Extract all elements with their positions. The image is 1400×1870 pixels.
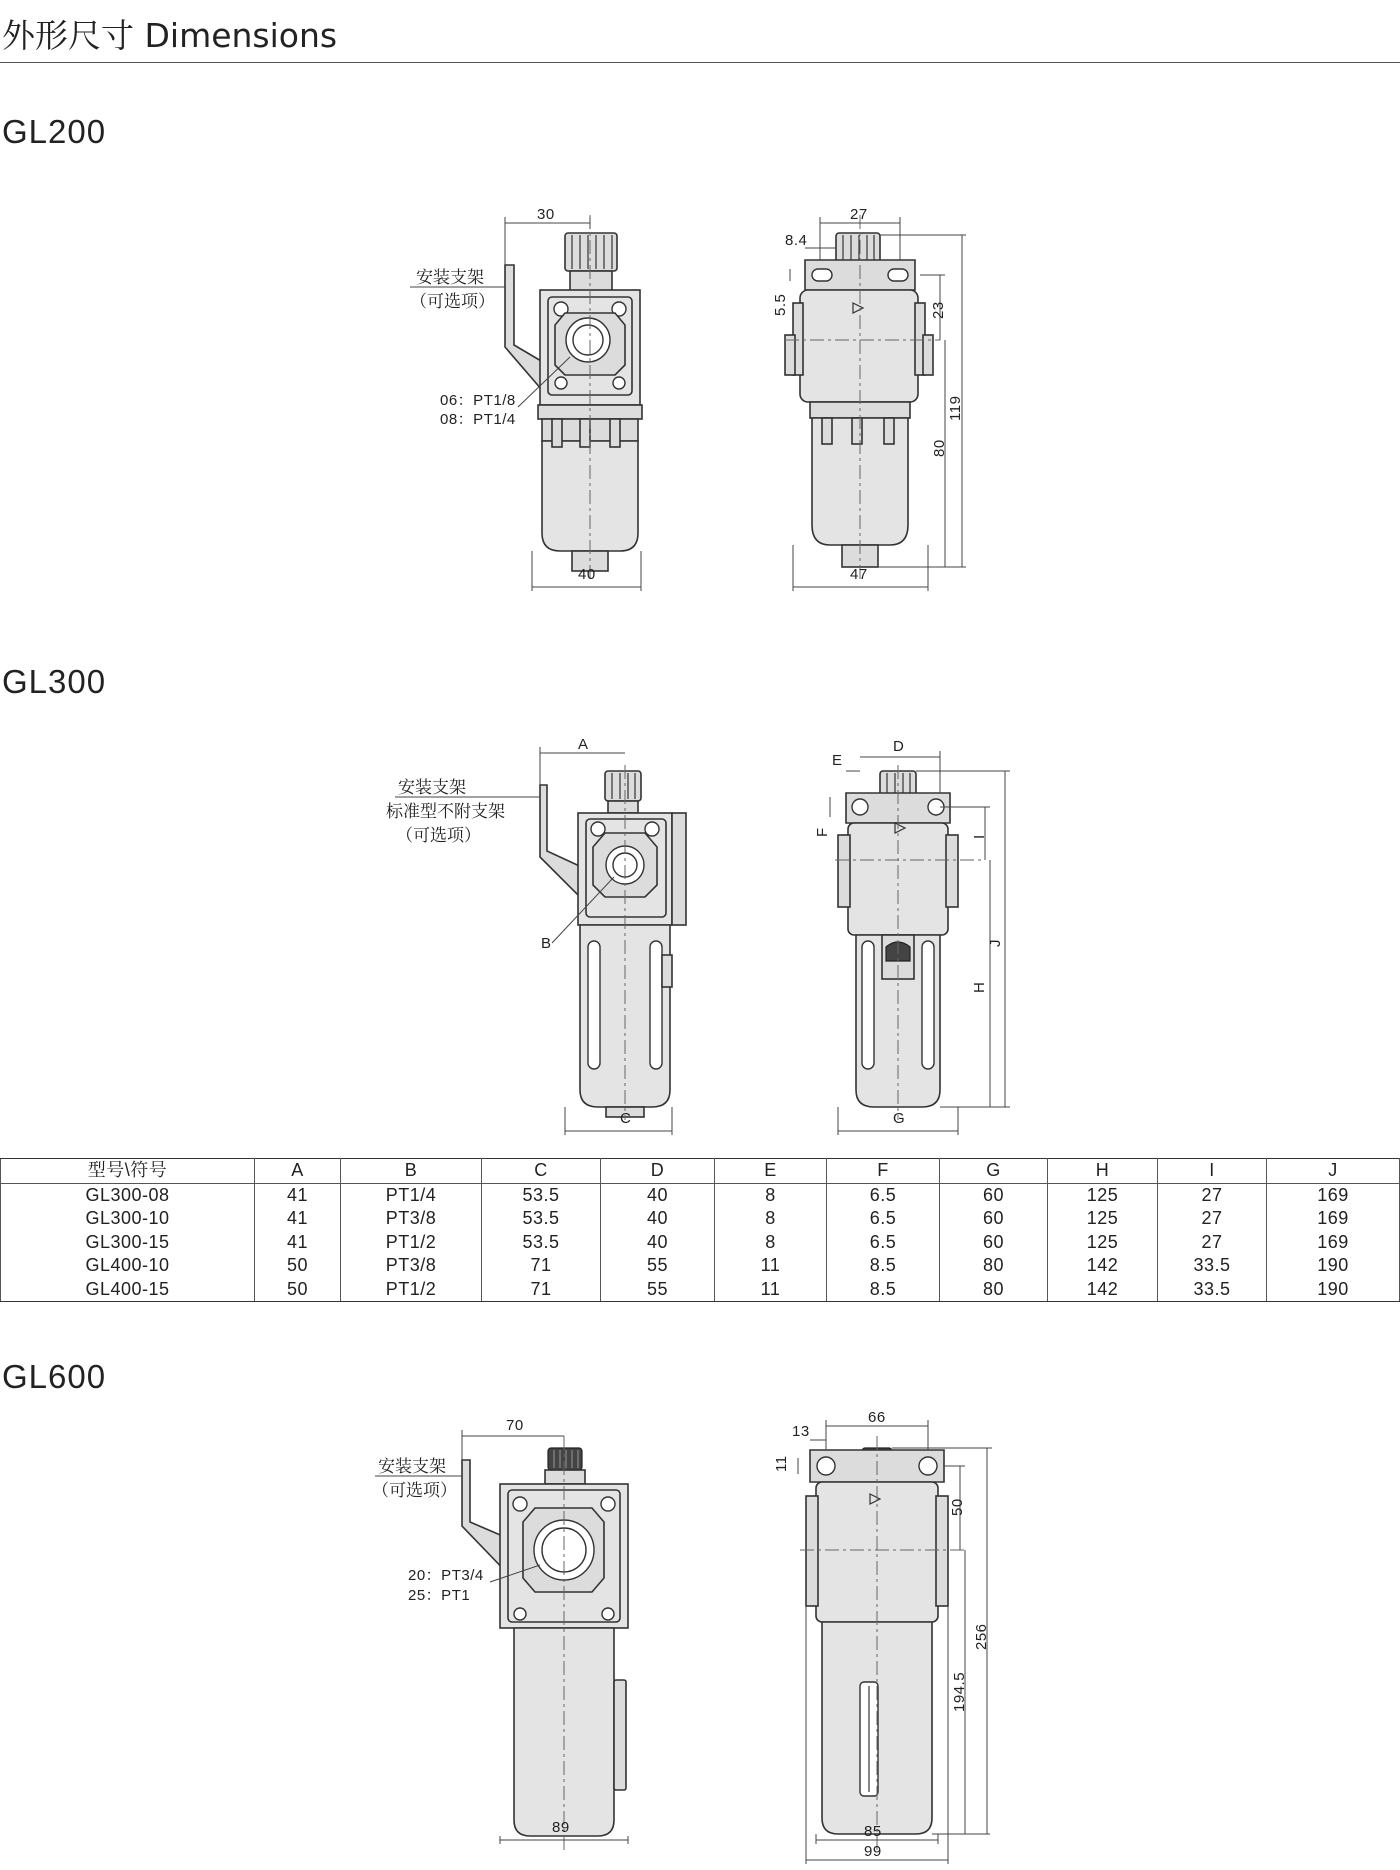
gl200-dim-bottom-width: 40	[578, 566, 596, 583]
table-cell: 8	[715, 1183, 827, 1207]
table-cell: 33.5	[1158, 1254, 1267, 1278]
table-cell: 169	[1267, 1207, 1400, 1231]
table-row	[1, 1207, 1400, 1231]
table-cell: 27	[1158, 1231, 1267, 1255]
gl200-dim-total-height: 119	[947, 395, 964, 421]
table-cell: 71	[482, 1254, 601, 1278]
table-cell: 55	[601, 1278, 715, 1302]
drawing-gl300	[0, 735, 1400, 1135]
gl200-bracket-label-1: 安装支架	[416, 268, 484, 287]
gl300-dim-f: F	[814, 827, 831, 837]
gl600-dim-upper-height: 50	[949, 1498, 966, 1516]
table-cell: 125	[1048, 1207, 1158, 1231]
gl300-front-view	[386, 736, 686, 1135]
table-cell: 53.5	[482, 1207, 601, 1231]
table-cell: 190	[1267, 1254, 1400, 1278]
table-header-cell: 型号\符号	[1, 1159, 255, 1184]
gl600-dim-bottom-width: 89	[552, 1819, 570, 1836]
table-row	[1, 1278, 1400, 1302]
table-cell: 53.5	[482, 1231, 601, 1255]
table-cell: 125	[1048, 1231, 1158, 1255]
table-cell: 27	[1158, 1207, 1267, 1231]
table-cell: GL400-10	[1, 1254, 255, 1278]
page-title: 外形尺寸 Dimensions	[2, 16, 338, 55]
gl300-dim-j: J	[987, 939, 1004, 947]
gl600-dim-top-width: 70	[506, 1417, 524, 1434]
table-cell: 125	[1048, 1183, 1158, 1207]
table-cell: 60	[940, 1207, 1048, 1231]
gl600-bracket-label-1: 安装支架	[378, 1457, 446, 1476]
table-cell: PT3/8	[341, 1254, 482, 1278]
drawing-gl600	[0, 1400, 1400, 1870]
table-header-cell: F	[827, 1159, 940, 1184]
gl300-dim-g: G	[893, 1110, 906, 1127]
gl600-port-label-1: 20：PT3/4	[408, 1567, 484, 1584]
gl200-dim-upper-height: 23	[930, 301, 947, 319]
table-cell: 41	[255, 1231, 341, 1255]
table-cell: 41	[255, 1183, 341, 1207]
gl600-front-view	[372, 1417, 628, 1850]
table-cell: 71	[482, 1278, 601, 1302]
gl300-dim-a: A	[578, 736, 589, 753]
gl300-dim-i: I	[971, 834, 988, 839]
gl600-bracket-label-2: （可选项）	[372, 1481, 457, 1500]
gl200-dim-slot-offset: 8.4	[785, 232, 808, 249]
gl600-side-view	[773, 1409, 992, 1864]
table-cell: 27	[1158, 1183, 1267, 1207]
table-header-row	[1, 1159, 1400, 1184]
table-header-cell: D	[601, 1159, 715, 1184]
table-cell: 8	[715, 1231, 827, 1255]
table-cell: 169	[1267, 1183, 1400, 1207]
gl300-svg	[0, 735, 1400, 1135]
table-cell: PT1/2	[341, 1278, 482, 1302]
table-cell: 6.5	[827, 1207, 940, 1231]
table-header-cell: C	[482, 1159, 601, 1184]
table-cell: PT1/4	[341, 1183, 482, 1207]
gl600-dim-bowl-height: 194.5	[951, 1671, 968, 1712]
table-header-cell: I	[1158, 1159, 1267, 1184]
table-row	[1, 1183, 1400, 1207]
table-cell: GL300-08	[1, 1183, 255, 1207]
table-cell: 11	[715, 1278, 827, 1302]
section-title-gl200: GL200	[2, 113, 107, 150]
table-cell: 11	[715, 1254, 827, 1278]
table-cell: 8.5	[827, 1254, 940, 1278]
table-cell: 50	[255, 1254, 341, 1278]
table-cell: 55	[601, 1254, 715, 1278]
gl200-dim-slot-height: 5.5	[772, 293, 789, 316]
table-cell: 142	[1048, 1278, 1158, 1302]
table-header-cell: B	[341, 1159, 482, 1184]
gl200-port-label-1: 06：PT1/8	[440, 392, 516, 409]
gl200-dim-top-width: 30	[537, 206, 555, 223]
table-cell: GL300-15	[1, 1231, 255, 1255]
page-header	[0, 0, 1400, 63]
gl600-port-label-2: 25：PT1	[408, 1587, 471, 1604]
gl600-dim-total-height: 256	[973, 1623, 990, 1650]
spec-table	[0, 1158, 1400, 1302]
gl600-dim-side-outer-width: 99	[864, 1843, 882, 1860]
gl300-dim-h: H	[971, 981, 988, 993]
gl200-dim-side-top-width: 27	[850, 206, 868, 223]
table-cell: PT3/8	[341, 1207, 482, 1231]
table-cell: GL300-10	[1, 1207, 255, 1231]
table-cell: 6.5	[827, 1183, 940, 1207]
table-cell: 8	[715, 1207, 827, 1231]
gl300-dim-c: C	[620, 1110, 632, 1127]
table-cell: 60	[940, 1183, 1048, 1207]
gl200-side-view	[772, 206, 966, 591]
gl300-dim-d: D	[893, 738, 905, 755]
table-cell: GL400-15	[1, 1278, 255, 1302]
gl200-dim-bowl-height: 80	[931, 439, 948, 457]
gl300-bracket-label-2: 标准型不附支架	[386, 802, 505, 821]
section-title-gl600: GL600	[2, 1358, 107, 1395]
table-cell: 33.5	[1158, 1278, 1267, 1302]
gl200-front-view	[410, 206, 642, 591]
table-cell: PT1/2	[341, 1231, 482, 1255]
gl600-dim-side-inner-width: 85	[864, 1823, 882, 1840]
gl300-bracket-label-1: 安装支架	[398, 778, 466, 797]
table-row	[1, 1254, 1400, 1278]
table-cell: 40	[601, 1207, 715, 1231]
table-cell: 142	[1048, 1254, 1158, 1278]
table-header-cell: J	[1267, 1159, 1400, 1184]
table-cell: 169	[1267, 1231, 1400, 1255]
gl300-dim-b: B	[541, 935, 552, 952]
gl300-dim-e: E	[832, 752, 843, 769]
table-cell: 40	[601, 1183, 715, 1207]
table-cell: 40	[601, 1231, 715, 1255]
gl200-svg	[0, 195, 1400, 595]
drawing-gl200	[0, 195, 1400, 595]
table-cell: 80	[940, 1278, 1048, 1302]
gl200-dim-side-bottom-width: 47	[850, 566, 868, 583]
table-cell: 190	[1267, 1278, 1400, 1302]
gl600-dim-slot-offset: 13	[792, 1423, 810, 1440]
table-cell: 50	[255, 1278, 341, 1302]
table-cell: 60	[940, 1231, 1048, 1255]
table-row	[1, 1231, 1400, 1255]
gl200-port-label-2: 08：PT1/4	[440, 411, 516, 428]
gl600-svg	[0, 1400, 1400, 1870]
gl300-side-view	[814, 738, 1010, 1135]
table-cell: 8.5	[827, 1278, 940, 1302]
table-header-cell: E	[715, 1159, 827, 1184]
gl600-dim-slot-height: 11	[773, 1455, 790, 1472]
table-header-cell: H	[1048, 1159, 1158, 1184]
table-cell: 6.5	[827, 1231, 940, 1255]
gl200-bracket-label-2: （可选项）	[410, 292, 495, 311]
table-cell: 80	[940, 1254, 1048, 1278]
table-header-cell: A	[255, 1159, 341, 1184]
table-cell: 53.5	[482, 1183, 601, 1207]
table-cell: 41	[255, 1207, 341, 1231]
section-title-gl300: GL300	[2, 663, 107, 700]
gl300-bracket-label-3: （可选项）	[396, 826, 481, 845]
table-header-cell: G	[940, 1159, 1048, 1184]
gl600-dim-side-top-width: 66	[868, 1409, 886, 1426]
